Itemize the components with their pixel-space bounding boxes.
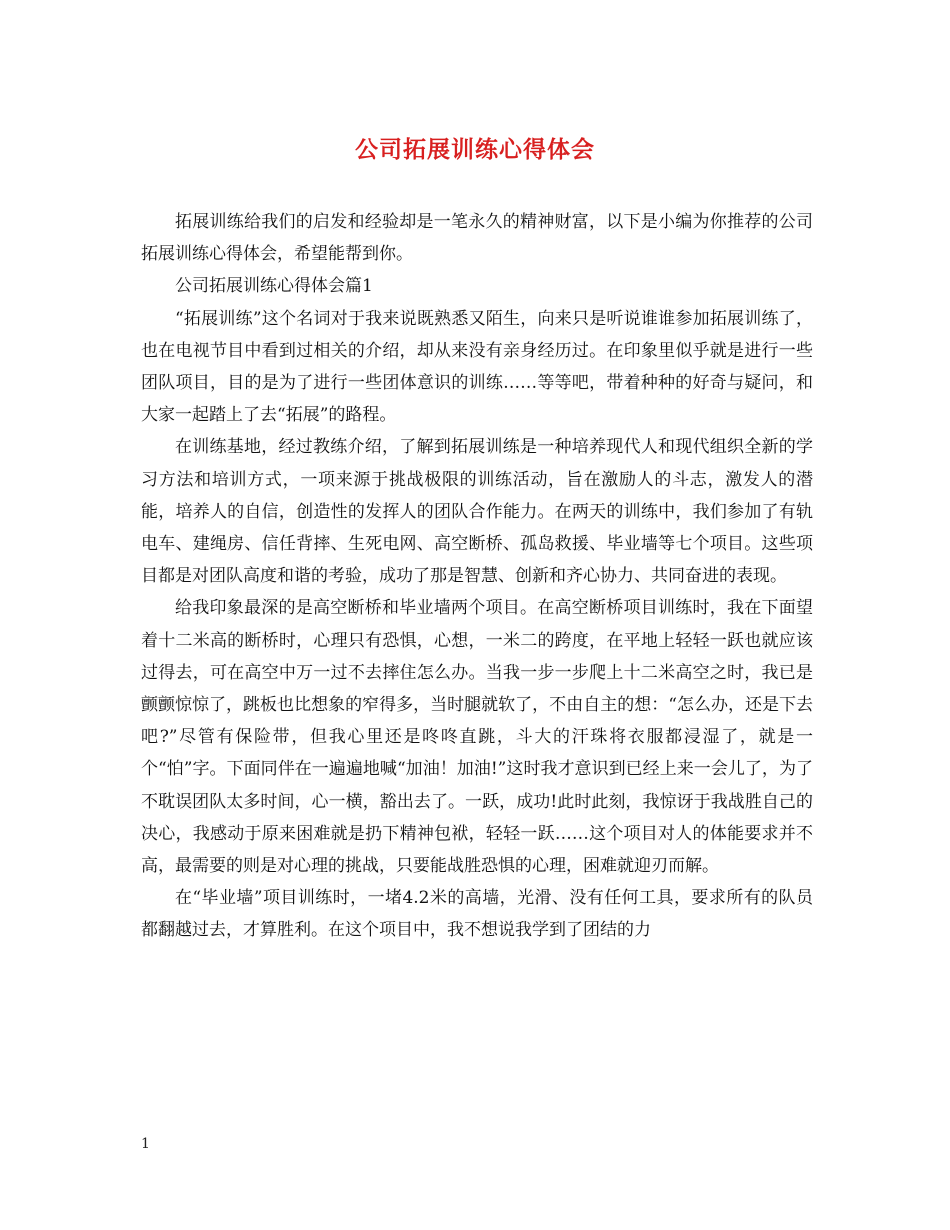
document-title: 公司拓展训练心得体会 bbox=[355, 136, 595, 163]
paragraph: 给我印象最深的是高空断桥和毕业墙两个项目。在高空断桥项目训练时，我在下面望着十二米高的断桥时，心理只有恐惧，心想，一米二的跨度，在平地上轻轻一跃也就应该过得去，可在高空中万一过不去摔住怎么办。当我一步一步爬上十二米高空之时，我已是颤颤惊惊了，跳板也比想象的窄得多，当时腿就软了，不由自主的想：“怎么办，还是下去吧?”尽管有保险带，但我心里还是咚咚直跳，斗大的汗珠将衣服都浸湿了，就是一个“怕”字。下面同伴在一遍遍地喊“加油！加油!”这时我才意识到已经上来一会儿了，为了不耽误团队太多时间，心一横，豁出去了。一跃，成功!此时此刻，我惊讶于我战胜自己的决心，我感动于原来困难就是扔下精神包袱，轻轻一跃……这个项目对人的体能要求并不高，最需要的则是对心理的挑战，只要能战胜恐惧的心理，困难就迎刃而解。 bbox=[141, 598, 813, 877]
paragraph: 在“毕业墙”项目训练时，一堵4.2米的高墙，光滑、没有任何工具，要求所有的队员都翻越过去，才算胜利。在这个项目中，我不想说我学到了团结的力 bbox=[141, 888, 813, 941]
page-number: 1 bbox=[141, 1136, 150, 1152]
paragraph: 在训练基地，经过教练介绍，了解到拓展训练是一种培养现代人和现代组织全新的学习方法和培训方式，一项来源于挑战极限的训练活动，旨在激励人的斗志，激发人的潜能，培养人的自信，创造性的发挥人的团队合作能力。在两天的训练中，我们参加了有轨电车、建绳房、信任背摔、生死电网、高空断桥、孤岛救援、毕业墙等七个项目。这些项目都是对团队高度和谐的考验，成功了那是智慧、创新和齐心协力、共同奋进的表现。 bbox=[141, 437, 813, 587]
paragraph: “拓展训练”这个名词对于我来说既熟悉又陌生，向来只是听说谁谁参加拓展训练了，也在电视节目中看到过相关的介绍，却从来没有亲身经历过。在印象里似乎就是进行一些团队项目，目的是为了进行一些团体意识的训练……等等吧，带着种种的好奇与疑问，和大家一起踏上了去“拓展”的路程。 bbox=[141, 308, 813, 426]
section-heading: 公司拓展训练心得体会篇1 bbox=[175, 276, 373, 297]
document-body bbox=[141, 206, 813, 947]
paragraph-intro: 拓展训练给我们的启发和经验却是一笔永久的精神财富，以下是小编为你推荐的公司拓展训练心得体会，希望能帮到你。 bbox=[141, 212, 813, 265]
